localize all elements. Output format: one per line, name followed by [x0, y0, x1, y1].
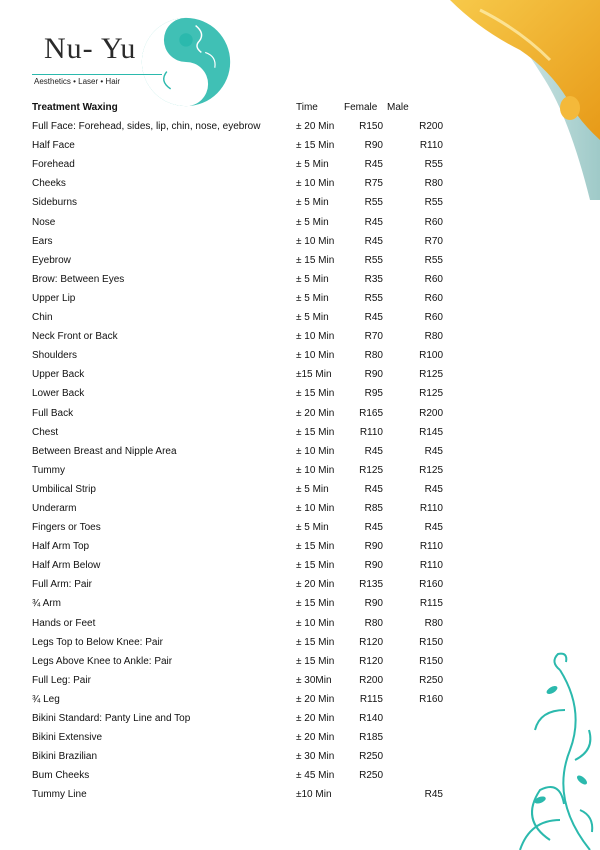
- treatment-time: ± 30Min: [296, 674, 332, 686]
- brand-name: Nu- Yu: [44, 32, 137, 65]
- treatment-time: ± 10 Min: [296, 502, 335, 514]
- treatment-name: Upper Lip: [32, 292, 76, 304]
- table-row: [32, 556, 452, 575]
- price-female: R90: [364, 598, 383, 610]
- table-row: [32, 728, 452, 747]
- treatment-name: Tummy: [32, 464, 65, 476]
- price-male: R45: [424, 789, 443, 801]
- price-male: R250: [419, 674, 443, 686]
- header-treatment: Treatment Waxing: [32, 102, 118, 113]
- price-male: R125: [419, 388, 443, 400]
- header-time: Time: [296, 102, 318, 113]
- table-row: [32, 575, 452, 594]
- price-female: R120: [359, 655, 383, 667]
- treatment-time: ± 15 Min: [296, 598, 335, 610]
- brand-logo: [30, 14, 240, 104]
- table-row: [32, 499, 452, 518]
- price-female: R95: [364, 388, 383, 400]
- treatment-time: ± 10 Min: [296, 445, 335, 457]
- table-row: [32, 671, 452, 690]
- table-row: [32, 480, 452, 499]
- brand-tagline: Aesthetics • Laser • Hair: [34, 77, 121, 86]
- treatment-time: ± 10 Min: [296, 235, 335, 247]
- price-female: R90: [364, 369, 383, 381]
- price-female: R135: [359, 579, 383, 591]
- treatment-time: ± 5 Min: [296, 159, 329, 171]
- treatment-name: Forehead: [32, 159, 75, 171]
- price-female: R250: [359, 751, 383, 763]
- treatment-name: Tummy Line: [32, 789, 87, 801]
- price-female: R55: [364, 292, 383, 304]
- treatment-name: Full Back: [32, 407, 74, 419]
- price-male: R60: [424, 292, 443, 304]
- price-female: R185: [359, 732, 383, 744]
- price-male: R150: [419, 655, 443, 667]
- price-female: R80: [364, 617, 383, 629]
- price-female: R115: [359, 693, 383, 705]
- table-row: [32, 346, 452, 365]
- table-row: [32, 633, 452, 652]
- table-body: [32, 117, 452, 804]
- treatment-name: Half Arm Top: [32, 541, 90, 553]
- treatment-time: ± 15 Min: [296, 636, 335, 648]
- price-male: R160: [419, 693, 443, 705]
- table-row: [32, 518, 452, 537]
- price-female: R45: [364, 312, 383, 324]
- treatment-name: Neck Front or Back: [32, 331, 118, 343]
- yin-yang-logo-icon: [138, 14, 234, 110]
- treatment-name: Umbilical Strip: [32, 483, 96, 495]
- table-row: [32, 327, 452, 346]
- table-row: [32, 289, 452, 308]
- table-row: [32, 174, 452, 193]
- price-male: R200: [419, 407, 443, 419]
- treatment-time: ± 10 Min: [296, 331, 335, 343]
- price-female: R35: [364, 273, 383, 285]
- treatment-name: Bikini Extensive: [32, 732, 103, 744]
- price-female: R85: [364, 502, 383, 514]
- treatment-time: ± 5 Min: [296, 522, 329, 534]
- treatment-name: Chin: [32, 312, 53, 324]
- treatment-name: Eyebrow: [32, 254, 71, 266]
- table-row: [32, 117, 452, 136]
- treatment-name: ¾ Arm: [32, 598, 61, 610]
- price-female: R75: [364, 178, 383, 190]
- price-male: R110: [419, 560, 443, 572]
- treatment-name: Brow: Between Eyes: [32, 273, 125, 285]
- brand-divider: [32, 74, 162, 75]
- header-female: Female: [344, 102, 378, 113]
- table-row: [32, 251, 452, 270]
- treatment-time: ± 30 Min: [296, 751, 335, 763]
- treatment-name: Hands or Feet: [32, 617, 96, 629]
- price-male: R80: [424, 178, 443, 190]
- treatment-time: ± 15 Min: [296, 541, 335, 553]
- table-row: [32, 537, 452, 556]
- treatment-time: ± 15 Min: [296, 560, 335, 572]
- price-female: R55: [364, 197, 383, 209]
- treatment-time: ± 15 Min: [296, 254, 335, 266]
- price-male: R55: [424, 254, 443, 266]
- treatment-name: Full Face: Forehead, sides, lip, chin, nose, eyebrow: [32, 121, 261, 133]
- treatment-time: ± 20 Min: [296, 407, 335, 419]
- treatment-time: ± 15 Min: [296, 388, 335, 400]
- price-female: R165: [359, 407, 383, 419]
- waxing-price-table: [32, 98, 452, 804]
- treatment-time: ± 10 Min: [296, 617, 335, 629]
- price-female: R80: [364, 350, 383, 362]
- treatment-name: Shoulders: [32, 350, 78, 362]
- treatment-name: Upper Back: [32, 369, 85, 381]
- price-female: R125: [359, 464, 383, 476]
- price-male: R60: [424, 273, 443, 285]
- table-row: [32, 308, 452, 327]
- treatment-name: Full Leg: Pair: [32, 674, 91, 686]
- price-male: R45: [424, 522, 443, 534]
- treatment-name: Nose: [32, 216, 56, 228]
- price-female: R110: [359, 426, 383, 438]
- table-row: [32, 232, 452, 251]
- price-female: R90: [364, 560, 383, 572]
- treatment-time: ± 15 Min: [296, 426, 335, 438]
- price-male: R80: [424, 617, 443, 629]
- price-male: R45: [424, 483, 443, 495]
- price-male: R55: [424, 197, 443, 209]
- price-female: R70: [364, 331, 383, 343]
- treatment-name: Bum Cheeks: [32, 770, 90, 782]
- treatment-time: ±10 Min: [296, 789, 332, 801]
- table-row: [32, 652, 452, 671]
- price-male: R55: [424, 159, 443, 171]
- price-female: R90: [364, 541, 383, 553]
- table-row: [32, 614, 452, 633]
- price-female: R45: [364, 522, 383, 534]
- table-row: [32, 442, 452, 461]
- treatment-time: ± 20 Min: [296, 693, 335, 705]
- treatment-name: ¾ Leg: [32, 693, 60, 705]
- price-female: R45: [364, 235, 383, 247]
- price-male: R110: [419, 541, 443, 553]
- treatment-time: ± 5 Min: [296, 197, 329, 209]
- table-row: [32, 155, 452, 174]
- treatment-time: ± 10 Min: [296, 178, 335, 190]
- price-male: R60: [424, 216, 443, 228]
- header-male: Male: [387, 102, 409, 113]
- treatment-time: ± 20 Min: [296, 579, 335, 591]
- treatment-time: ± 5 Min: [296, 273, 329, 285]
- price-male: R110: [419, 140, 443, 152]
- price-male: R125: [419, 369, 443, 381]
- table-row: [32, 193, 452, 212]
- table-row: [32, 709, 452, 728]
- price-female: R45: [364, 216, 383, 228]
- price-female: R120: [359, 636, 383, 648]
- treatment-name: Sideburns: [32, 197, 78, 209]
- price-female: R250: [359, 770, 383, 782]
- treatment-time: ± 15 Min: [296, 655, 335, 667]
- table-row: [32, 785, 452, 804]
- price-male: R80: [424, 331, 443, 343]
- table-row: [32, 690, 452, 709]
- table-row: [32, 461, 452, 480]
- price-male: R125: [419, 464, 443, 476]
- treatment-name: Fingers or Toes: [32, 522, 101, 534]
- treatment-name: Full Arm: Pair: [32, 579, 93, 591]
- price-female: R45: [364, 483, 383, 495]
- treatment-time: ± 45 Min: [296, 770, 335, 782]
- treatment-name: Half Face: [32, 140, 75, 152]
- table-row: [32, 423, 452, 442]
- price-female: R200: [359, 674, 383, 686]
- treatment-name: Cheeks: [32, 178, 66, 190]
- price-male: R150: [419, 636, 443, 648]
- table-row: [32, 766, 452, 785]
- price-female: R45: [364, 159, 383, 171]
- treatment-name: Lower Back: [32, 388, 85, 400]
- price-male: R160: [419, 579, 443, 591]
- treatment-time: ± 20 Min: [296, 732, 335, 744]
- price-male: R70: [424, 235, 443, 247]
- table-row: [32, 136, 452, 155]
- price-female: R55: [364, 254, 383, 266]
- treatment-time: ± 20 Min: [296, 713, 335, 724]
- price-male: R200: [419, 121, 443, 133]
- price-female: R140: [359, 713, 383, 724]
- treatment-name: Bikini Standard: Panty Line and Top: [32, 713, 191, 724]
- price-male: R60: [424, 312, 443, 324]
- table-row: [32, 594, 452, 613]
- table-row: [32, 404, 452, 423]
- table-row: [32, 365, 452, 384]
- treatment-name: Legs Top to Below Knee: Pair: [32, 636, 164, 648]
- decorative-vine-icon: [490, 650, 600, 850]
- price-male: R110: [419, 502, 443, 514]
- treatment-time: ± 5 Min: [296, 483, 329, 495]
- treatment-time: ± 10 Min: [296, 464, 335, 476]
- treatment-name: Legs Above Knee to Ankle: Pair: [32, 655, 173, 667]
- price-female: R150: [359, 121, 383, 133]
- treatment-time: ± 5 Min: [296, 292, 329, 304]
- price-male: R45: [424, 445, 443, 457]
- treatment-time: ± 5 Min: [296, 216, 329, 228]
- price-male: R100: [419, 350, 443, 362]
- price-female: R90: [364, 140, 383, 152]
- treatment-time: ± 15 Min: [296, 140, 335, 152]
- price-male: R145: [419, 426, 443, 438]
- table-row: [32, 747, 452, 766]
- treatment-time: ± 10 Min: [296, 350, 335, 362]
- price-female: R45: [364, 445, 383, 457]
- table-row: [32, 384, 452, 403]
- treatment-name: Chest: [32, 426, 59, 438]
- price-male: R115: [419, 598, 443, 610]
- table-row: [32, 270, 452, 289]
- treatment-name: Underarm: [32, 502, 77, 514]
- treatment-name: Bikini Brazilian: [32, 751, 98, 763]
- table-header: [32, 98, 452, 117]
- treatment-time: ±15 Min: [296, 369, 332, 381]
- treatment-time: ± 5 Min: [296, 312, 329, 324]
- treatment-name: Half Arm Below: [32, 560, 101, 572]
- treatment-name: Ears: [32, 235, 53, 247]
- treatment-name: Between Breast and Nipple Area: [32, 445, 177, 457]
- table-row: [32, 213, 452, 232]
- treatment-time: ± 20 Min: [296, 121, 335, 133]
- wax-drip-illustration-icon: [450, 0, 600, 200]
